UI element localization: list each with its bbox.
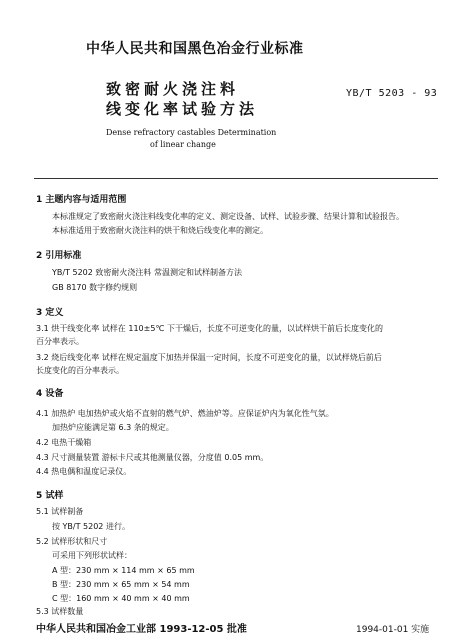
english-title-line-2: of linear change <box>150 140 216 149</box>
header-divider <box>34 178 438 179</box>
specimen-type-c: C 型：160 mm × 40 mm × 40 mm <box>52 594 190 603</box>
equipment-4-1-line-2: 加热炉应能满足第 6.3 条的规定。 <box>52 423 174 432</box>
section-2-reference-2: GB 8170 数字修约规则 <box>52 283 138 292</box>
specimen-5-3-heading: 5.3 试样数量 <box>36 607 84 616</box>
implementation-date: 1994-01-01 实施 <box>356 625 430 635</box>
section-4-heading: 4 设备 <box>36 389 64 399</box>
specimen-type-a: A 型：230 mm × 114 mm × 65 mm <box>52 566 195 575</box>
definition-3-1-line-2: 百分率表示。 <box>36 337 84 346</box>
section-2-reference-1: YB/T 5202 致密耐火浇注料 常温测定和试样制备方法 <box>52 268 242 277</box>
english-title-line-1: Dense refractory castables Determination <box>106 128 277 137</box>
section-2-heading: 2 引用标准 <box>36 251 82 261</box>
specimen-type-b: B 型：230 mm × 65 mm × 54 mm <box>52 580 190 589</box>
publisher-heading: 中华人民共和国黑色冶金行业标准 <box>86 41 304 57</box>
specimen-5-2-heading: 5.2 试样形状和尺寸 <box>36 537 108 546</box>
specimen-5-2-intro: 可采用下列形状试样： <box>52 551 132 560</box>
specimen-5-1-text: 按 YB/T 5202 进行。 <box>52 522 130 531</box>
section-3-heading: 3 定义 <box>36 308 64 318</box>
section-1-paragraph-1: 本标准规定了致密耐火浇注料线变化率的定义、测定设备、试样、试验步骤、结果计算和试验报告。 <box>52 212 404 221</box>
definition-3-2-line-1: 3.2 烧后线变化率 试样在规定温度下加热并保温一定时间，长度不可逆变化的量，以试样烧后前后 <box>36 353 382 362</box>
section-5-heading: 5 试样 <box>36 491 64 501</box>
equipment-4-4: 4.4 热电偶和温度记录仪。 <box>36 467 132 476</box>
equipment-4-3: 4.3 尺寸测量装置 游标卡尺或其他测量仪器，分度值 0.05 mm。 <box>36 453 269 462</box>
document-title-line-2: 线变化率试验方法 <box>106 100 259 118</box>
approval-footer: 中华人民共和国冶金工业部 1993-12-05 批准 <box>36 624 247 635</box>
equipment-4-1-line-1: 4.1 加热炉 电加热炉或火焰不直射的燃气炉、燃油炉等。应保证炉内为氧化性气氛。 <box>36 409 334 418</box>
definition-3-1-line-1: 3.1 烘干线变化率 试样在 110±5℃ 下干燥后，长度不可逆变化的量，以试样烘干前后长度变化的 <box>36 324 383 333</box>
standard-number: YB/T 5203 - 93 <box>346 88 438 99</box>
equipment-4-2: 4.2 电热干燥箱 <box>36 438 92 447</box>
document-title-line-1: 致密耐火浇注料 <box>106 80 240 98</box>
definition-3-2-line-2: 长度变化的百分率表示。 <box>36 366 124 375</box>
section-1-paragraph-2: 本标准适用于致密耐火浇注料的烘干和烧后线变化率的测定。 <box>52 226 268 235</box>
section-1-heading: 1 主题内容与适用范围 <box>36 195 127 205</box>
specimen-5-1-heading: 5.1 试样制备 <box>36 507 84 516</box>
